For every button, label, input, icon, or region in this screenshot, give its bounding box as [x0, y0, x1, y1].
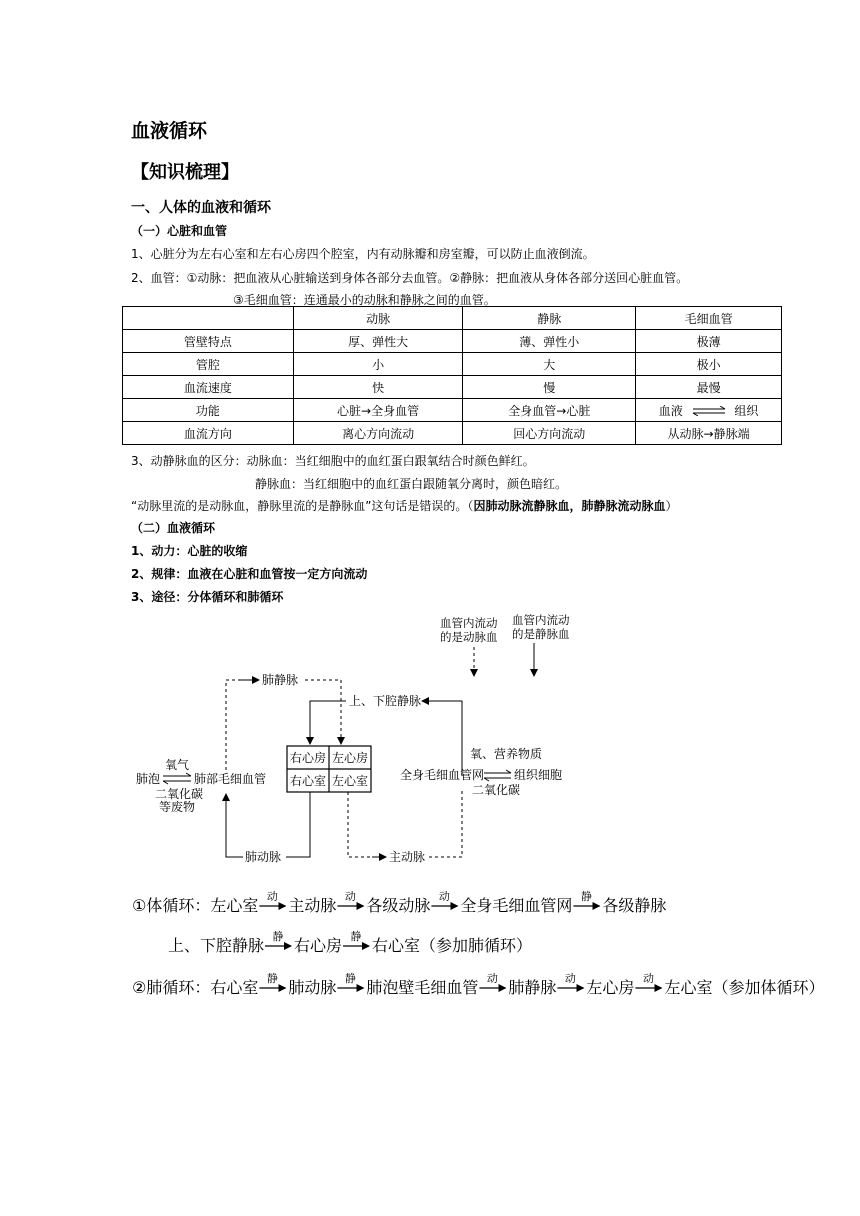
pulmonary-vein-label: 肺静脉 [262, 673, 299, 687]
flow-arrow-label: 动 [642, 972, 654, 985]
flow-arrow-label: 动 [564, 972, 576, 985]
pulmonary-node: 肺泡壁毛细血管 [366, 978, 479, 997]
co2-waste-line2: 等废物 [159, 800, 196, 814]
text-line: 2、规律：血液在心脏和血管按一定方向流动 [131, 567, 368, 581]
text-line: 1、心脏分为左右心室和左右心房四个腔室，内有动脉瓣和房室瓣，可以防止血液倒流。 [131, 247, 595, 261]
page-title: 血液循环 [131, 120, 208, 142]
table-cell: 大 [463, 353, 636, 376]
lung-capillary-label: 肺部毛细血管 [194, 772, 267, 786]
table-header-cell: 静脉 [463, 307, 636, 330]
vena-cava-path [425, 701, 462, 776]
sub-heading-heart-vessels: （一）心脏和血管 [131, 224, 228, 238]
table-cell: 快 [293, 376, 463, 399]
table-cell: 小 [293, 353, 463, 376]
systemic-node: 全身毛细血管网 [460, 896, 573, 915]
table-header-cell: 毛细血管 [636, 307, 782, 330]
exchange-arrows-icon [163, 773, 191, 784]
tissue-cells-label: 组织细胞 [514, 768, 563, 782]
flow-arrow-label: 静 [272, 930, 284, 943]
exchange-arrows-icon [484, 770, 511, 781]
systemic2-node: 右心房 [294, 936, 343, 955]
pulmonary-node: 左心房 [586, 978, 635, 997]
pulmonary-node: 肺动脉 [288, 978, 337, 997]
legend-arterial-line1: 血管内流动 [440, 616, 498, 630]
double-arrow-icon [691, 406, 727, 416]
right-atrium: 右心房 [290, 751, 327, 765]
table-cell: 回心方向流动 [463, 422, 636, 445]
systemic2-node: 上、下腔静脉 [168, 936, 265, 955]
blood-label: 血液 [658, 403, 683, 418]
table-cell: 血流速度 [123, 376, 294, 399]
text-line: 3、动静脉血的区分：动脉血：当红细胞中的血红蛋白跟氧结合时颜色鲜红。 [131, 454, 535, 468]
vena-cava-label: 上、下腔静脉 [349, 694, 422, 708]
table-cell: 管腔 [123, 353, 294, 376]
table-header-row [123, 307, 782, 330]
text-line: 静脉血：当红细胞中的血红蛋白跟随氧分离时，颜色暗红。 [255, 477, 568, 491]
alveoli-label: 肺泡 [136, 772, 161, 786]
circulation-diagram [0, 600, 860, 870]
left-atrium: 左心房 [332, 751, 369, 765]
text-line [131, 497, 677, 514]
table-cell: 极小 [636, 353, 782, 376]
text-line: 1、动力：心脏的收缩 [131, 544, 248, 558]
flow-arrow-label: 静 [580, 890, 592, 903]
table-row [123, 376, 782, 399]
systemic2-node: 右心室（参加肺循环） [372, 936, 533, 955]
pulmonary-node: 肺静脉 [508, 978, 557, 997]
legend-venous-line2: 的是静脉血 [512, 627, 570, 641]
table-cell: 功能 [123, 399, 294, 422]
systemic-circulation-flow [132, 889, 666, 915]
tissue-label: 组织 [734, 403, 759, 418]
left-ventricle: 左心室 [332, 774, 369, 788]
oxygen-label: 氧气 [165, 758, 190, 772]
table-cell: 管壁特点 [123, 330, 294, 353]
nutrients-label: 氧、营养物质 [470, 747, 543, 761]
part1-heading: 一、人体的血液和循环 [131, 200, 271, 216]
pulmonary-label: ②肺循环： [132, 978, 211, 997]
flow-arrow-label: 静 [344, 972, 356, 985]
table-cell: 极薄 [636, 330, 782, 353]
section-header: 【知识梳理】 [131, 162, 239, 183]
pulmonary-node: 右心室 [210, 978, 259, 997]
table-cell: 全身血管→心脏 [463, 399, 636, 422]
table-cell-exchange [636, 399, 782, 422]
systemic-node: 左心室 [210, 896, 259, 915]
table-cell [123, 307, 294, 330]
circulation-summary [0, 880, 860, 1000]
table-cell: 厚、弹性大 [293, 330, 463, 353]
pulmonary-artery-path [286, 792, 310, 857]
pulmonary-artery-label: 肺动脉 [245, 850, 282, 864]
flow-arrow-label: 静 [350, 930, 362, 943]
table-cell: 从动脉→静脉端 [636, 422, 782, 445]
table-row [123, 330, 782, 353]
flow-arrow-label: 动 [486, 972, 498, 985]
co2-label: 二氧化碳 [472, 783, 521, 797]
text-line: ③毛细血管：连通最小的动脉和静脉之间的血管。 [233, 293, 496, 307]
right-ventricle: 右心室 [290, 774, 327, 788]
table-cell: 薄、弹性小 [463, 330, 636, 353]
legend-venous-line1: 血管内流动 [512, 613, 570, 627]
body-capillary-label: 全身毛细血管网 [400, 768, 485, 782]
flow-arrow-label: 动 [438, 890, 450, 903]
systemic-label: ①体循环： [132, 896, 211, 915]
statement-reason: 因肺动脉流静脉血，肺静脉流动脉血 [473, 499, 666, 513]
flow-arrow-label: 动 [344, 890, 356, 903]
text-line: 2、血管：①动脉：把血液从心脏输送到身体各部分去血管。②静脉：把血液从身体各部分送回心脏血管。 [131, 271, 689, 285]
vessel-comparison-table [122, 306, 782, 445]
legend-arterial-line2: 的是动脉血 [440, 630, 498, 644]
pulmonary-vein-path [226, 680, 258, 770]
table-cell: 血流方向 [123, 422, 294, 445]
table-cell: 最慢 [636, 376, 782, 399]
table-row [123, 422, 782, 445]
systemic-node: 各级静脉 [602, 896, 667, 915]
aorta-label: 主动脉 [389, 850, 426, 864]
systemic-node: 主动脉 [288, 896, 337, 915]
statement-close: ） [665, 499, 678, 513]
pulmonary-node: 左心室（参加体循环） [664, 978, 825, 997]
table-row [123, 399, 782, 422]
aorta-path [348, 792, 381, 857]
table-cell: 心脏→全身血管 [293, 399, 463, 422]
pulmonary-circulation-flow [132, 971, 824, 997]
systemic-node: 各级动脉 [366, 896, 431, 915]
flow-arrow-label: 静 [266, 972, 278, 985]
table-row [123, 353, 782, 376]
systemic-circulation-flow-cont [168, 929, 532, 955]
table-header-cell: 动脉 [293, 307, 463, 330]
statement-text: “动脉里流的是动脉血，静脉里流的是静脉血”这句话是错误的。（ [131, 499, 474, 513]
co2-waste-line1: 二氧化碳 [155, 787, 204, 801]
text-line: 3、途径：分体循环和肺循环 [131, 590, 284, 604]
table-cell: 慢 [463, 376, 636, 399]
flow-arrow-label: 动 [266, 890, 278, 903]
table-cell: 离心方向流动 [293, 422, 463, 445]
sub-heading-circulation: （二）血液循环 [131, 521, 216, 535]
